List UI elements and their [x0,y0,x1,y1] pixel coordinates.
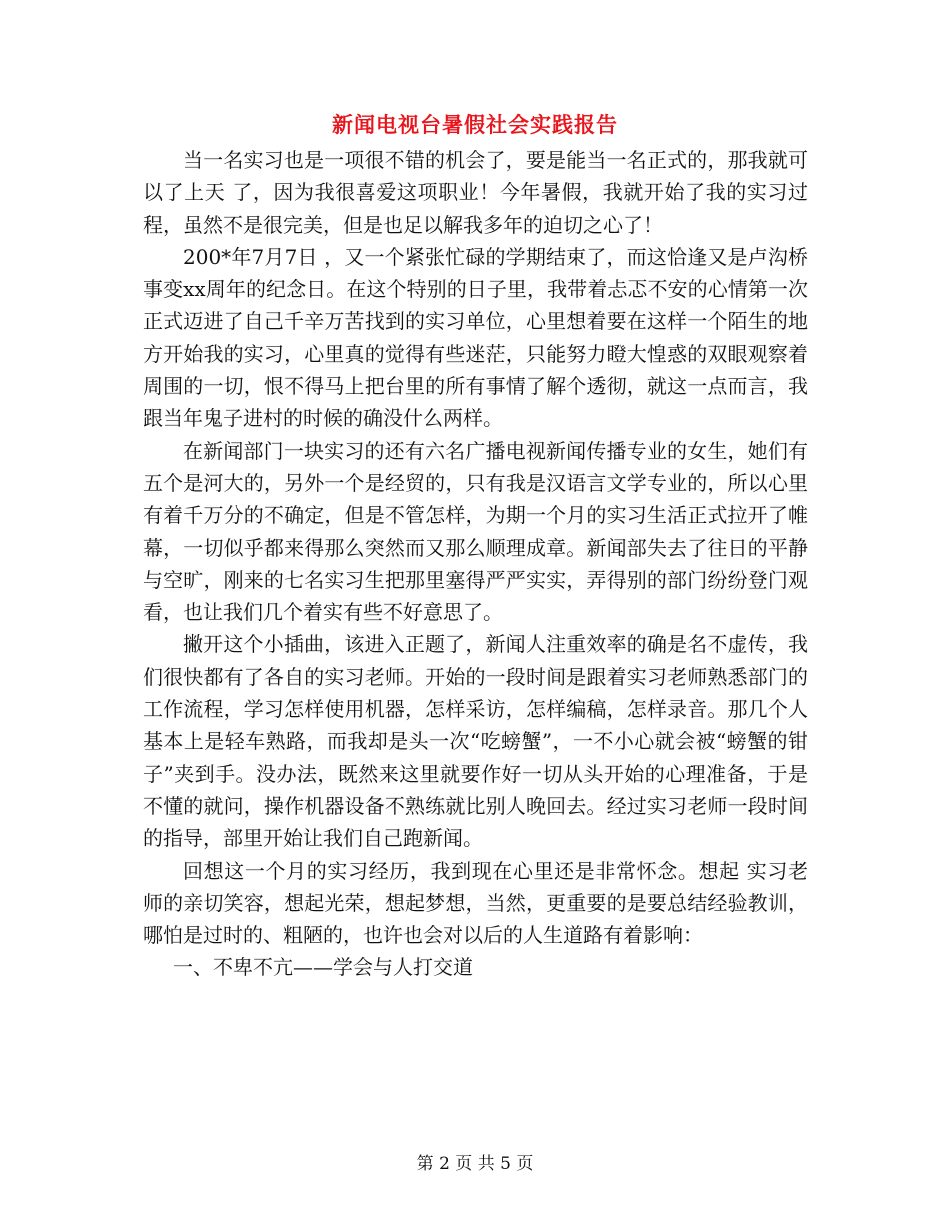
paragraph-5: 回想这一个月的实习经历，我到现在心里还是非常怀念。想起 实习老师的亲切笑容，想起光荣，想起梦想，当然，更重要的是要总结经验教训，哪怕是过时的、粗陋的，也许也会对以后的人生道路有着影响： [143,858,808,948]
paragraph-1: 当一名实习也是一项很不错的机会了，要是能当一名正式的，那我就可以了上天 了，因为我很喜爱这项职业！今年暑假，我就开始了我的实习过程，虽然不是很完美，但是也足以解我多年的迫切之心了！ [143,148,808,237]
document-title: 新闻电视台暑假社会实践报告 [332,112,618,137]
paragraph-4: 撇开这个小插曲，该进入正题了，新闻人注重效率的确是名不虚传，我们很快都有了各自的实习老师。开始的一段时间是跟着实习老师熟悉部门的工作流程，学习怎样使用机器，怎样采访，怎样编稿，怎样录音。那几个人基本上是轻车熟路，而我却是头一次“吃螃蟹”，一不小心就会被“螃蟹的钳子”夹到手。没办法，既然来这里就要作好一切从头开始的心理准备，于是不懂的就问，操作机器设备不熟练就比别人晚回去。经过实习老师一段时间的指导，部里开始让我们自己跑新闻。 [143,632,808,851]
document-body [143,144,808,984]
section-heading: 一、不卑不亢——学会与人打交道 [173,955,473,980]
page-number-footer: 第 2 页 共 5 页 [416,1154,534,1174]
paragraph-2: 200*年7月7日 ，又一个紧张忙碌的学期结束了，而这恰逢又是卢沟桥事变xx周年的纪念日。在这个特别的日子里，我带着忐忑不安的心情第一次正式迈进了自己千辛万苦找到的实习单位，心里想着要在这样一个陌生的地方开始我的实习，心里真的觉得有些迷茫，只能努力瞪大惶惑的双眼观察着周围的一切，恨不得马上把台里的所有事情了解个透彻，就这一点而言，我跟当年鬼子进村的时候的确没什么两样。 [143,244,808,431]
paragraph-3: 在新闻部门一块实习的还有六名广播电视新闻传播专业的女生，她们有五个是河大的，另外一个是经贸的，只有我是汉语言文学专业的，所以心里有着千万分的不确定，但是不管怎样，为期一个月的实习生活正式拉开了帷幕，一切似乎都来得那么突然而又那么顺理成章。新闻部失去了往日的平静与空旷，刚来的七名实习生把那里塞得严严实实，弄得别的部门纷纷登门观看，也让我们几个着实有些不好意思了。 [143,438,808,625]
